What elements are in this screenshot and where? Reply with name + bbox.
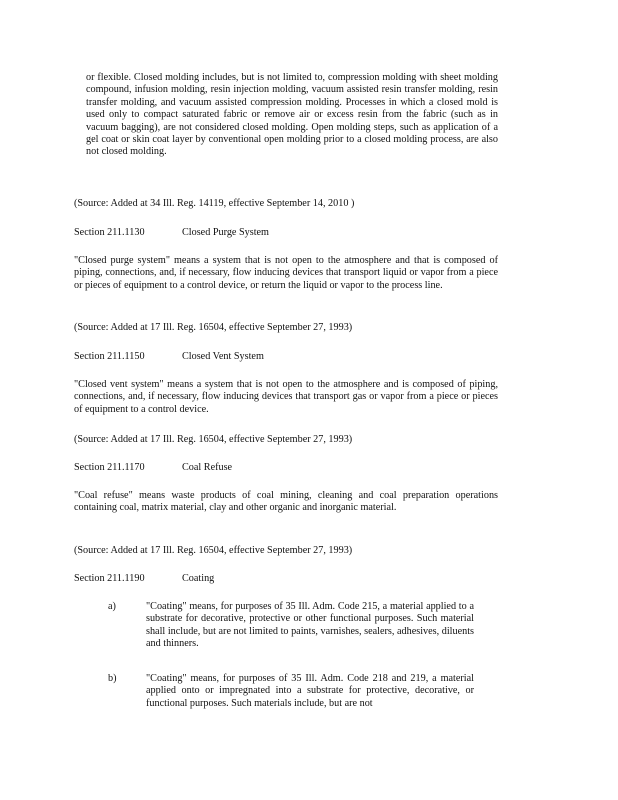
section-title: Closed Purge System — [182, 227, 269, 238]
section-title: Closed Vent System — [182, 351, 264, 362]
source-note: (Source: Added at 17 Ill. Reg. 16504, effective September 27, 1993) — [74, 545, 353, 556]
section-number: Section 211.1190 — [74, 573, 145, 584]
section-title: Coating — [182, 573, 215, 584]
source-note: (Source: Added at 34 Ill. Reg. 14119, effective September 14, 2010 ) — [74, 198, 355, 209]
paragraph-closed-molding-continued: or flexible. Closed molding includes, but is not limited to, compression molding with sheet molding compound, infusion molding, resin injection molding, vacuum assisted resin transfer molding, resin transfer molding, and vacuum assisted compression molding. Processes in which a closed mold is used only to compact saturated fabric or remove air or excess resin from the fabric (such as in vacuum bagging), are not considered closed molding. Open molding steps, such as application of a gel coat or skin coat layer by conventional open molding prior to a closed molding process, are also not closed molding. — [86, 72, 498, 158]
list-item — [0, 601, 618, 661]
paragraph-closed-vent-system: "Closed vent system" means a system that is not open to the atmosphere and is composed of piping, connections, and, if necessary, flow inducing devices that transport gas or vapor from a piece or pieces of equipment to a control device. — [74, 379, 498, 415]
source-note: (Source: Added at 17 Ill. Reg. 16504, effective September 27, 1993) — [74, 322, 353, 333]
paragraph-coal-refuse: "Coal refuse" means waste products of coal mining, cleaning and coal preparation operations containing coal, matrix material, clay and other organic and inorganic material. — [74, 490, 498, 514]
item-label: a) — [108, 601, 116, 612]
section-number: Section 211.1170 — [74, 462, 145, 473]
section-heading — [74, 351, 264, 363]
section-heading — [74, 573, 214, 585]
section-number: Section 211.1150 — [74, 351, 145, 362]
section-heading — [74, 462, 232, 474]
paragraph-closed-purge-system: "Closed purge system" means a system that is not open to the atmosphere and that is composed of piping, connections, and, if necessary, flow inducing devices that transport liquid or vapor from a piece or pieces of equipment to a control device, or return the liquid or vapor to the process line. — [74, 255, 498, 291]
item-label: b) — [108, 673, 117, 684]
item-text: "Coating" means, for purposes of 35 Ill. Adm. Code 215, a material applied to a substrate for decorative, protective or other functional purposes. Such material shall include, but are not limited to paints, varnishes, sealers, adhesives, diluents and thinners. — [146, 601, 474, 650]
item-text: "Coating" means, for purposes of 35 Ill. Adm. Code 218 and 219, a material applied onto or impregnated into a substrate for protective, decorative, or functional purposes. Such materials include, but are not — [146, 673, 474, 709]
section-number: Section 211.1130 — [74, 227, 145, 238]
list-item — [0, 673, 618, 723]
section-heading — [74, 227, 269, 239]
source-note: (Source: Added at 17 Ill. Reg. 16504, effective September 27, 1993) — [74, 434, 353, 445]
section-title: Coal Refuse — [182, 462, 233, 473]
